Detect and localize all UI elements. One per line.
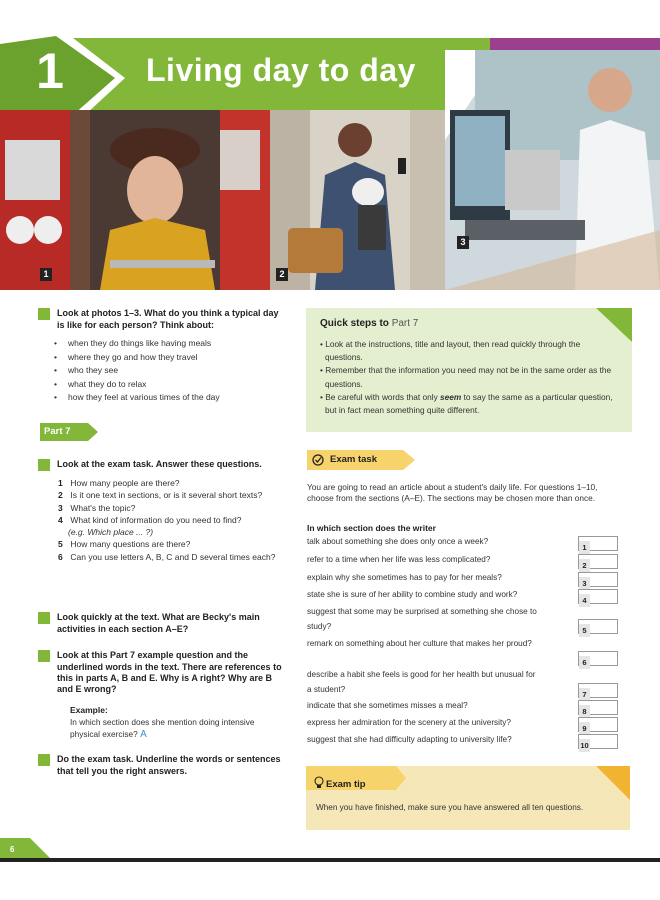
photo-firefighter	[0, 110, 270, 290]
exam-question-8: indicate that she sometimes misses a meal?	[307, 701, 468, 710]
quick-step-item: • Remember that the information you need may not be in the same order as the questions.	[320, 365, 612, 389]
answer-box-6[interactable]: 6	[578, 651, 618, 666]
exam-tip-text: When you have finished, make sure you have answered all ten questions.	[316, 803, 584, 812]
question-5	[32, 754, 288, 777]
question-1	[32, 308, 288, 405]
bullet-item: • how they feel at various times of the day	[52, 391, 288, 405]
unit-title: Living day to day	[146, 52, 416, 88]
exam-question-9: express her admiration for the scenery at the university?	[307, 718, 511, 727]
page-number-tab	[0, 838, 50, 858]
exam-question-5: suggest that some may be surprised at something she chose to study?	[307, 607, 537, 631]
bullet-item: • where they go and how they travel	[52, 351, 288, 365]
exam-question-6: remark on something about her culture that makes her proud?	[307, 639, 532, 648]
list-item: 5 How many questions are there?	[58, 539, 191, 550]
answer-box-1[interactable]: 1	[578, 536, 618, 551]
question-1-text: Look at photos 1–3. What do you think a typical day is like for each person? Think about:	[57, 308, 279, 330]
exam-task-instructions: You are going to read an article about a student's daily life. For questions 1–10, choose from the sections (A–E). The sections may be chosen more than once.	[307, 482, 598, 503]
list-item: 1 How many people are there?	[58, 478, 180, 488]
list-item: 2 Is it one text in sections, or is it several short texts?	[58, 490, 263, 501]
answer-box-3[interactable]: 3	[578, 572, 618, 587]
question-number: 5	[38, 754, 50, 766]
bullet-item: • when they do things like having meals	[52, 337, 288, 351]
answer-box-4[interactable]: 4	[578, 589, 618, 604]
list-item: 4 What kind of information do you need to find? (e.g. Which place ... ?)	[58, 514, 242, 538]
quick-steps-title: Quick steps to Part 7	[320, 318, 419, 329]
photo-number-2: 2	[276, 268, 288, 281]
photo-number-1: 1	[40, 268, 52, 281]
page-number: 6	[10, 845, 15, 854]
photo-number-3: 3	[457, 236, 469, 249]
question-2	[32, 459, 288, 563]
question-2-text: Look at the exam task. Answer these questions.	[57, 459, 262, 469]
question-4-text: Look at this Part 7 example question and the underlined words in the text. There are references to this in parts A, B and E. Why is A right? Why are B and E wrong?	[57, 650, 282, 694]
question-4	[32, 650, 288, 740]
answer-box-7[interactable]: 7	[578, 683, 618, 698]
example-label: Example:	[70, 705, 108, 715]
quick-steps-list	[320, 338, 620, 417]
header-accent-strip	[490, 38, 660, 50]
question-number: 1	[38, 308, 50, 320]
example-question: In which section does she mention doing intensive physical exercise? A	[70, 717, 255, 740]
exam-question-2: refer to a time when her life was less complicated?	[307, 555, 491, 564]
question-1-bullets	[52, 337, 288, 405]
photo-father-with-baby	[270, 110, 445, 290]
quick-step-item: • Be careful with words that only seem to say the same as a particular question, but in fact mean something quite different.	[320, 391, 613, 416]
unit-number: 1	[36, 43, 64, 99]
part-7-label: Part 7	[40, 423, 88, 441]
question-3	[32, 612, 288, 635]
exam-question-7: describe a habit she feels is good for her health but unusual for a student?	[307, 670, 536, 694]
exam-tip-label: Exam tip	[326, 779, 366, 790]
answer-box-8[interactable]: 8	[578, 700, 618, 715]
lightbulb-icon	[314, 776, 324, 790]
question-5-text: Do the exam task. Underline the words or sentences that tell you the right answers.	[57, 754, 281, 776]
answer-box-9[interactable]: 9	[578, 717, 618, 732]
question-2-list	[50, 477, 280, 563]
bullet-item: • what they do to relax	[52, 378, 288, 392]
question-number: 3	[38, 612, 50, 624]
example-answer: A	[140, 728, 147, 740]
quick-step-item: • Look at the instructions, title and layout, then read quickly through the questions.	[320, 339, 581, 363]
exam-question-10: suggest that she had difficulty adapting to university life?	[307, 735, 512, 744]
question-number: 4	[38, 650, 50, 662]
exam-question-4: state she is sure of her ability to combine study and work?	[307, 590, 518, 599]
bullet-item: • who they see	[52, 364, 288, 378]
exam-question-3: explain why she sometimes has to pay for her meals?	[307, 573, 502, 582]
footer-rule	[0, 858, 660, 862]
exam-task-heading: In which section does the writer	[307, 523, 436, 533]
list-item: 3 What's the topic?	[58, 502, 136, 513]
answer-box-5[interactable]: 5	[578, 619, 618, 634]
exam-tip-box	[306, 766, 630, 830]
exam-question-1: talk about something she does only once a week?	[307, 537, 489, 546]
answer-box-2[interactable]: 2	[578, 554, 618, 569]
quick-steps-box	[306, 308, 632, 432]
question-3-text: Look quickly at the text. What are Becky's main activities in each section A–E?	[57, 612, 260, 634]
list-item: 6 Can you use letters A, B, C and D several times each?	[58, 551, 276, 562]
photo-scientist-at-computer	[445, 50, 660, 290]
answer-box-10[interactable]: 10	[578, 734, 618, 749]
question-number: 2	[38, 459, 50, 471]
exam-task-label: Exam task	[330, 454, 378, 465]
